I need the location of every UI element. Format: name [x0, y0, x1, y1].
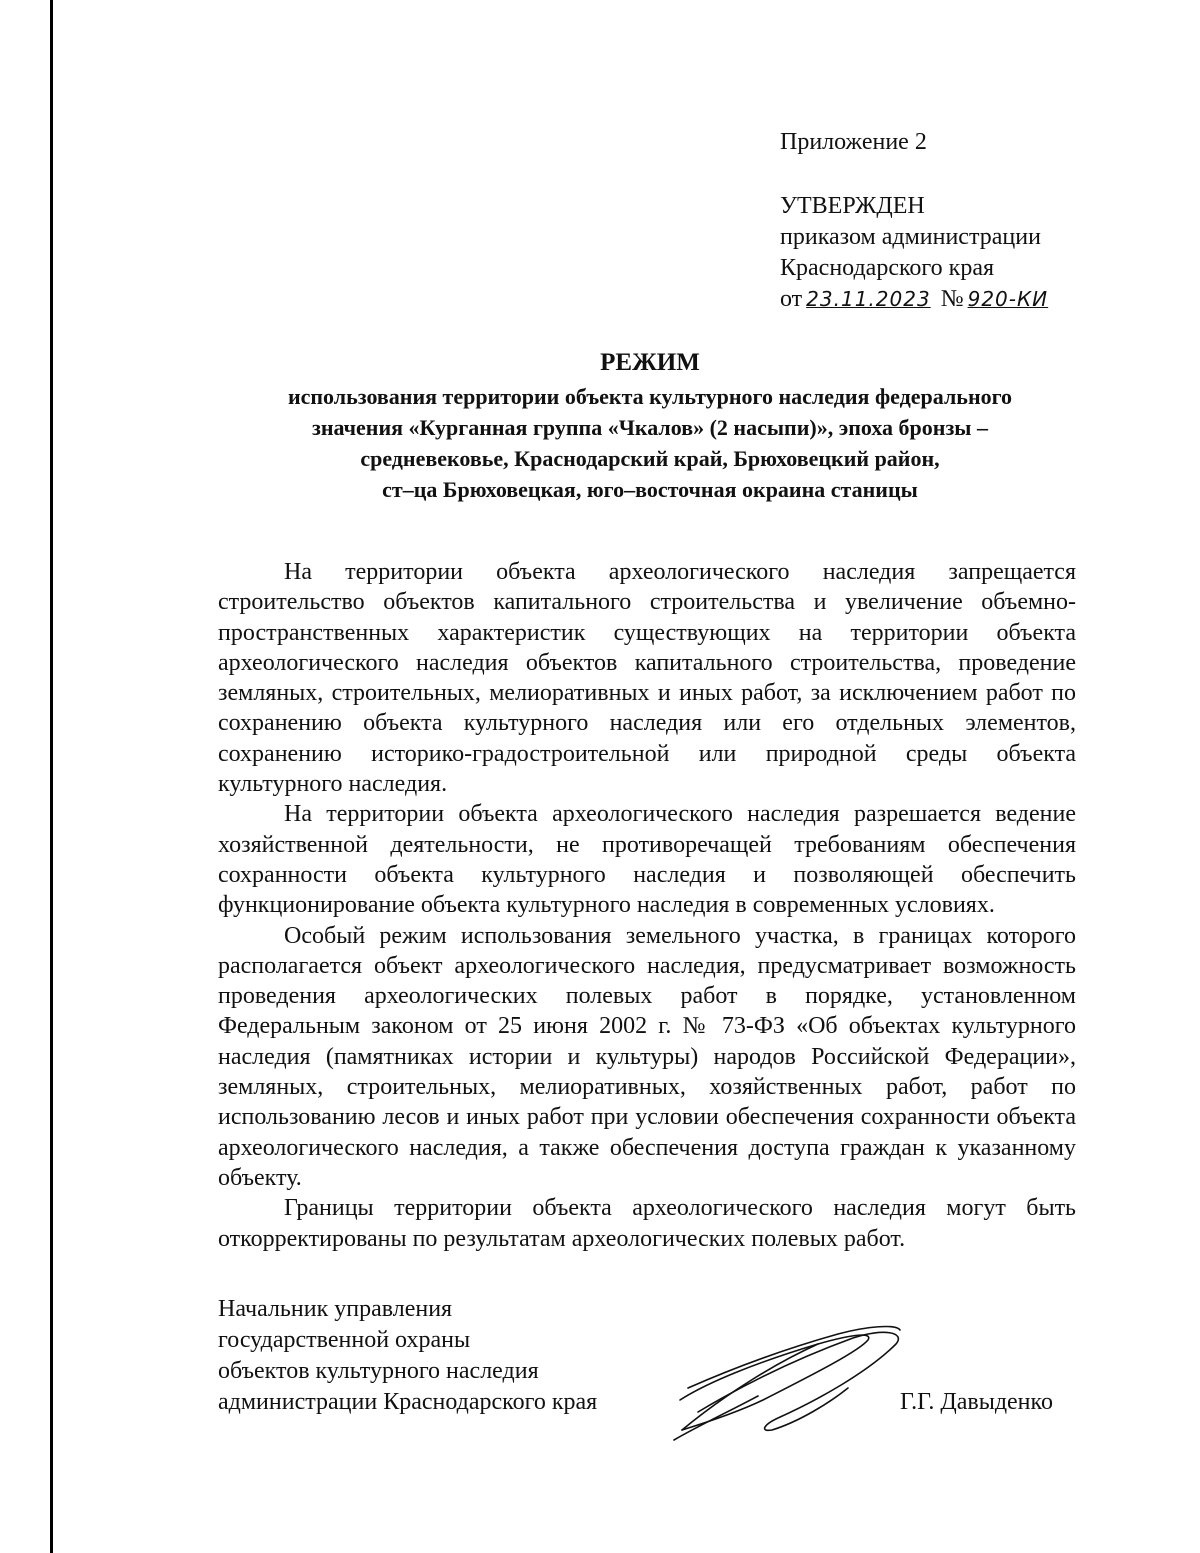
document-title-block: [200, 346, 1100, 505]
approval-region-line: Краснодарского края: [780, 255, 995, 281]
document-heading: РЕЖИМ: [600, 349, 700, 376]
body-paragraph: На территории объекта археологического наследия запрещается строительство объектов капитального строительства и увеличение объемно-пространственных характеристик существующих на территории объекта археологического наследия объектов капитального строительства, проведение земляных, строительных, мелиоративных и иных работ, за исключением работ по сохранению объекта культурного наследия или его отдельных элементов, сохранению историко-градостроительной или природной среды объекта культурного наследия.: [218, 559, 1076, 798]
approval-block: [780, 127, 1052, 315]
signatory-line: государственной охраны: [218, 1327, 471, 1353]
body-paragraph: Границы территории объекта археологического наследия могут быть откорректированы по результатам археологических полевых работ.: [218, 1195, 1076, 1252]
signatory-name: Г.Г. Давыденко: [900, 1389, 1053, 1415]
title-line: средневековье, Краснодарский край, Брюховецкий район,: [360, 446, 940, 471]
handwritten-date: 23.11.2023: [806, 287, 931, 311]
approval-order-line: приказом администрации: [780, 224, 1041, 250]
signatory-line: объектов культурного наследия: [218, 1358, 539, 1384]
number-prefix: №: [940, 286, 964, 312]
signatory-position: [218, 1294, 597, 1418]
handwritten-number: 920-КИ: [967, 287, 1049, 311]
handwritten-signature: [668, 1322, 918, 1442]
date-prefix: от: [780, 286, 803, 312]
body-paragraph: Особый режим использования земельного участка, в границах которого располагается объект археологического наследия, предусматривает возможность проведения археологических полевых работ в порядке, установленном Федеральным законом от 25 июня 2002 г. № 73-ФЗ «Об объектах культурного наследия (памятниках истории и культуры) народов Российской Федерации», земляных, строительных, мелиоративных, хозяйственных работ, работ по использованию лесов и иных работ при условии обеспечения сохранности объекта археологического наследия, а также обеспечения доступа граждан к указанному объекту.: [218, 922, 1076, 1191]
title-line: значения «Курганная группа «Чкалов» (2 насыпи)», эпоха бронзы –: [312, 415, 988, 440]
appendix-label: Приложение 2: [780, 129, 927, 155]
title-line: использования территории объекта культурного наследия федерального: [287, 384, 1013, 409]
document-body: [218, 557, 1076, 1254]
signatory-line: администрации Краснодарского края: [218, 1389, 598, 1415]
signatory-line: Начальник управления: [218, 1296, 453, 1322]
scan-edge-line: [50, 0, 53, 1553]
body-paragraph: На территории объекта археологического наследия разрешается ведение хозяйственной деятельности, не противоречащей требованиям обеспечения сохранности объекта культурного наследия и позволяющей обеспечить функционирование объекта культурного наследия в современных условиях.: [218, 801, 1076, 919]
title-line: ст–ца Брюховецкая, юго–восточная окраина станицы: [382, 477, 918, 502]
approved-stamp-text: УТВЕРЖДЕН: [780, 193, 925, 219]
approval-date-number-line: [780, 284, 1052, 315]
